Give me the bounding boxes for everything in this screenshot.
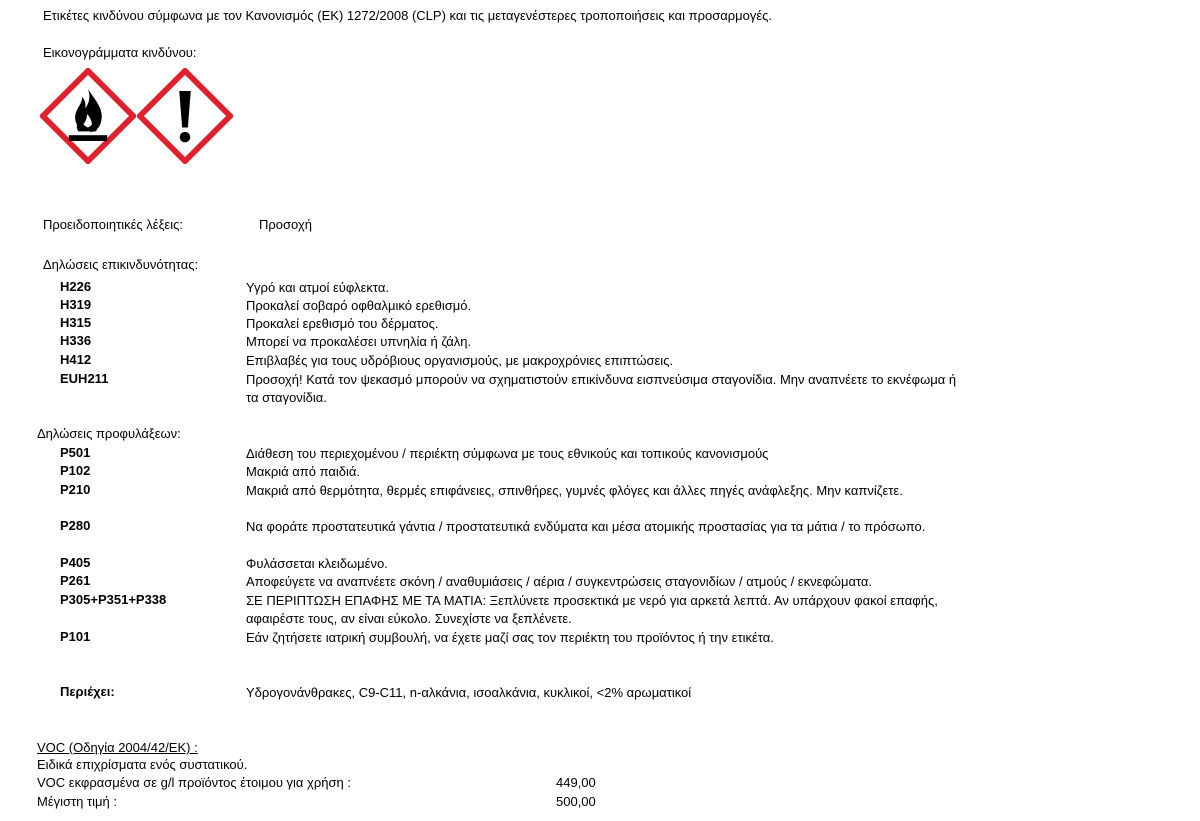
pictograms-label: Εικονογράμματα κινδύνου: (43, 45, 197, 60)
hazard-text: Προκαλεί ερεθισμό του δέρματος. (246, 316, 439, 331)
precaution-text: Μακριά από θερμότητα, θερμές επιφάνειες, σπινθήρες, γυμνές φλόγες και άλλες πηγές ανάφλεξης. Μην καπνίζετε. (246, 483, 903, 498)
voc-max-value: 500,00 (556, 794, 596, 809)
precaution-code: P501 (60, 445, 91, 460)
hazard-text: Μπορεί να προκαλέσει υπνηλία ή ζάλη. (246, 334, 472, 349)
hazard-text: Προσοχή! Κατά τον ψεκασμό μπορούν να σχηματιστούν επικίνδυνα εισπνεύσιμα σταγονίδια. Μην αναπνέετε το εκνέφωμα ή τα σταγονίδια. (246, 372, 957, 405)
hazard-text: Επιβλαβές για τους υδρόβιους οργανισμούς, με μακροχρόνιες επιπτώσεις. (246, 353, 674, 368)
contains-label: Περιέχει: (60, 684, 115, 699)
exclamation-pictogram-icon (137, 68, 233, 164)
precautionary-statements-label: Δηλώσεις προφυλάξεων: (37, 426, 181, 441)
precaution-code: P405 (60, 555, 91, 570)
precaution-code: P305+P351+P338 (60, 592, 167, 607)
precaution-code: P102 (60, 463, 91, 478)
precaution-code: P101 (60, 629, 91, 644)
precaution-text: Μακριά από παιδιά. (246, 464, 361, 479)
hazard-statements-label: Δηλώσεις επικινδυνότητας: (43, 257, 199, 272)
hazard-code: H336 (60, 333, 92, 348)
hazard-code: H226 (60, 279, 92, 294)
precaution-code: P280 (60, 518, 91, 533)
hazard-text: Προκαλεί σοβαρό οφθαλμικό ερεθισμό. (246, 298, 472, 313)
flame-pictogram-icon (40, 68, 136, 164)
section-header: Ετικέτες κινδύνου σύμφωνα με τον Κανονισμός (ΕΚ) 1272/2008 (CLP) και τις μεταγενέστερες τροποποιήσεις και προσαρμογές. (43, 8, 773, 23)
voc-ready-label: VOC εκφρασμένα σε g/l προϊόντος έτοιμου για χρήση : (37, 775, 351, 790)
signal-word-value: Προσοχή (259, 217, 312, 232)
hazard-text: Υγρό και ατμοί εύφλεκτα. (246, 280, 389, 295)
voc-max-label: Μέγιστη τιμή : (37, 794, 117, 809)
precaution-code: P261 (60, 573, 91, 588)
precaution-text: Αποφεύγετε να αναπνέετε σκόνη / αναθυμιάσεις / αέρια / συγκεντρώσεις σταγονιδίων / ατμούς / εκνεφώματα. (246, 574, 873, 589)
precaution-text: Να φοράτε προστατευτικά γάντια / προστατευτικά ενδύματα και μέσα ατομικής προστασίας για τα μάτια / το πρόσωπο. (246, 519, 926, 534)
precaution-text: ΣΕ ΠΕΡΙΠΤΩΣΗ ΕΠΑΦΗΣ ΜΕ ΤΑ ΜΑΤΙΑ: Ξεπλύνετε προσεκτικά με νερό για αρκετά λεπτά. Αν υπάρχουν φακοί επαφής, αφαιρέστε τους, αν είναι εύκολο. Συνεχίστε να ξεπλένετε. (246, 593, 938, 626)
hazard-code: H315 (60, 315, 92, 330)
voc-ready-value: 449,00 (556, 775, 596, 790)
precaution-text: Διάθεση του περιεχομένου / περιέκτη σύμφωνα με τους εθνικούς και τοπικούς κανονισμούς (246, 446, 769, 461)
contains-value: Υδρογονάνθρακες, C9-C11, n-αλκάνια, ισοαλκάνια, κυκλικοί, <2% αρωματικοί (246, 685, 692, 700)
voc-category: Ειδικά επιχρίσματα ενός συστατικού. (37, 757, 248, 772)
precaution-text: Εάν ζητήσετε ιατρική συμβουλή, να έχετε μαζί σας τον περιέκτη του προϊόντος ή την ετικέτα. (246, 630, 774, 645)
hazard-code: EUH211 (60, 371, 109, 386)
precaution-text: Φυλάσσεται κλειδωμένο. (246, 556, 388, 571)
hazard-code: H412 (60, 352, 92, 367)
hazard-code: H319 (60, 297, 92, 312)
precaution-code: P210 (60, 482, 91, 497)
voc-title: VOC (Οδηγία 2004/42/ΕΚ) : (37, 740, 198, 755)
signal-word-label: Προειδοποιητικές λέξεις: (43, 217, 183, 232)
